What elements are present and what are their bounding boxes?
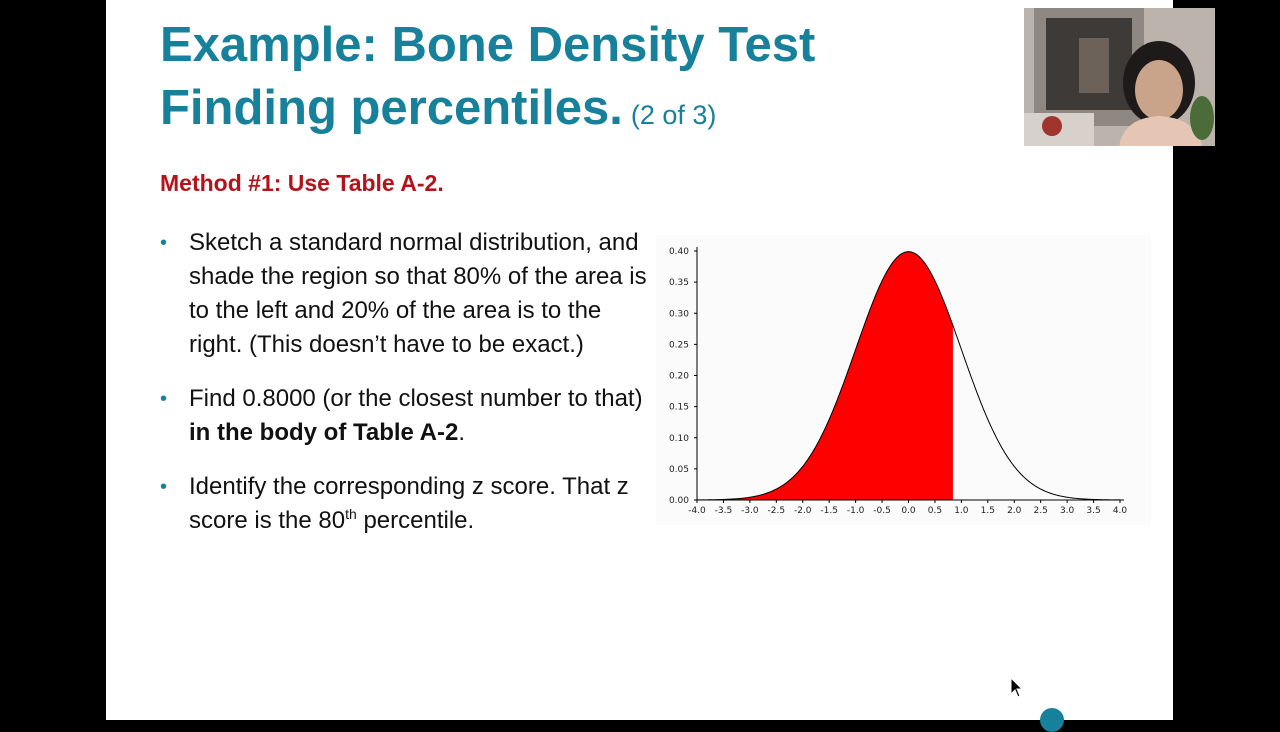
webcam-overlay (1024, 8, 1215, 146)
x-tick-label: -2.0 (793, 506, 812, 516)
bullet-item-find (160, 382, 650, 450)
x-tick-label: -2.5 (767, 506, 786, 516)
y-tick-label: 0.35 (668, 278, 689, 289)
normal-distribution-chart (656, 235, 1151, 525)
x-tick-label: 1.0 (954, 506, 969, 516)
bullet-icon: • (160, 476, 168, 498)
bullet-list (160, 226, 650, 558)
x-tick-label: -3.5 (714, 506, 733, 516)
bullet-icon: • (160, 232, 168, 254)
y-tick-label: 0.05 (668, 464, 689, 475)
x-tick-label: -1.5 (820, 506, 838, 516)
slide-title (160, 14, 815, 147)
presenter-video (1024, 8, 1215, 146)
bullet-text-post: percentile. (356, 507, 475, 534)
chart-svg (656, 235, 1151, 525)
x-tick-label: 4.0 (1112, 506, 1128, 516)
x-tick-label: 2.5 (1033, 506, 1048, 516)
y-tick-label: 0.00 (668, 496, 689, 506)
x-tick-label: -3.0 (741, 506, 759, 516)
shaded-region (697, 252, 953, 500)
x-tick-label: -1.0 (846, 506, 865, 516)
bullet-text: Sketch a standard normal distribution, and shade the region so that 80% of the area is to the left and 20% of the area is to the right. (This doesn’t have to be exact.) (189, 229, 647, 358)
mouse-cursor-icon (1010, 677, 1024, 699)
x-tick-label: -0.5 (873, 506, 891, 516)
x-tick-label: 3.5 (1086, 506, 1101, 516)
title-part-indicator: (2 of 3) (630, 100, 717, 130)
slide (106, 0, 1173, 720)
logo-icon (1040, 708, 1064, 732)
x-tick-label: 0.5 (927, 506, 943, 516)
title-line-2-text: Finding percentiles. (160, 81, 623, 135)
y-tick-label: 0.10 (668, 433, 689, 444)
bullet-text-pre: Find 0.8000 (or the closest number to that) (189, 385, 643, 412)
title-line-1: Example: Bone Density Test (160, 18, 816, 72)
x-tick-label: -4.0 (688, 506, 706, 516)
y-tick-label: 0.20 (668, 371, 689, 382)
method-heading: Method #1: Use Table A-2. (160, 170, 444, 196)
bullet-item-sketch (160, 226, 650, 362)
y-tick-label: 0.40 (668, 247, 689, 257)
bullet-icon: • (160, 388, 168, 410)
bullet-text-pre: Identify the corresponding z score. That z score is the 80 (189, 473, 629, 534)
x-tick-label: 1.5 (980, 506, 995, 516)
y-tick-label: 0.15 (668, 402, 689, 413)
x-tick-label: 2.0 (1007, 506, 1022, 516)
x-tick-label: 0.0 (901, 506, 916, 516)
title-line-2 (160, 77, 815, 147)
bullet-item-identify (160, 470, 650, 538)
y-tick-label: 0.25 (668, 340, 689, 351)
bullet-text-post: . (458, 419, 466, 446)
bullet-text-bold: in the body of Table A-2 (189, 419, 459, 446)
x-tick-label: 3.0 (1059, 506, 1075, 516)
bullet-superscript: th (345, 506, 357, 522)
y-tick-label: 0.30 (668, 309, 689, 320)
